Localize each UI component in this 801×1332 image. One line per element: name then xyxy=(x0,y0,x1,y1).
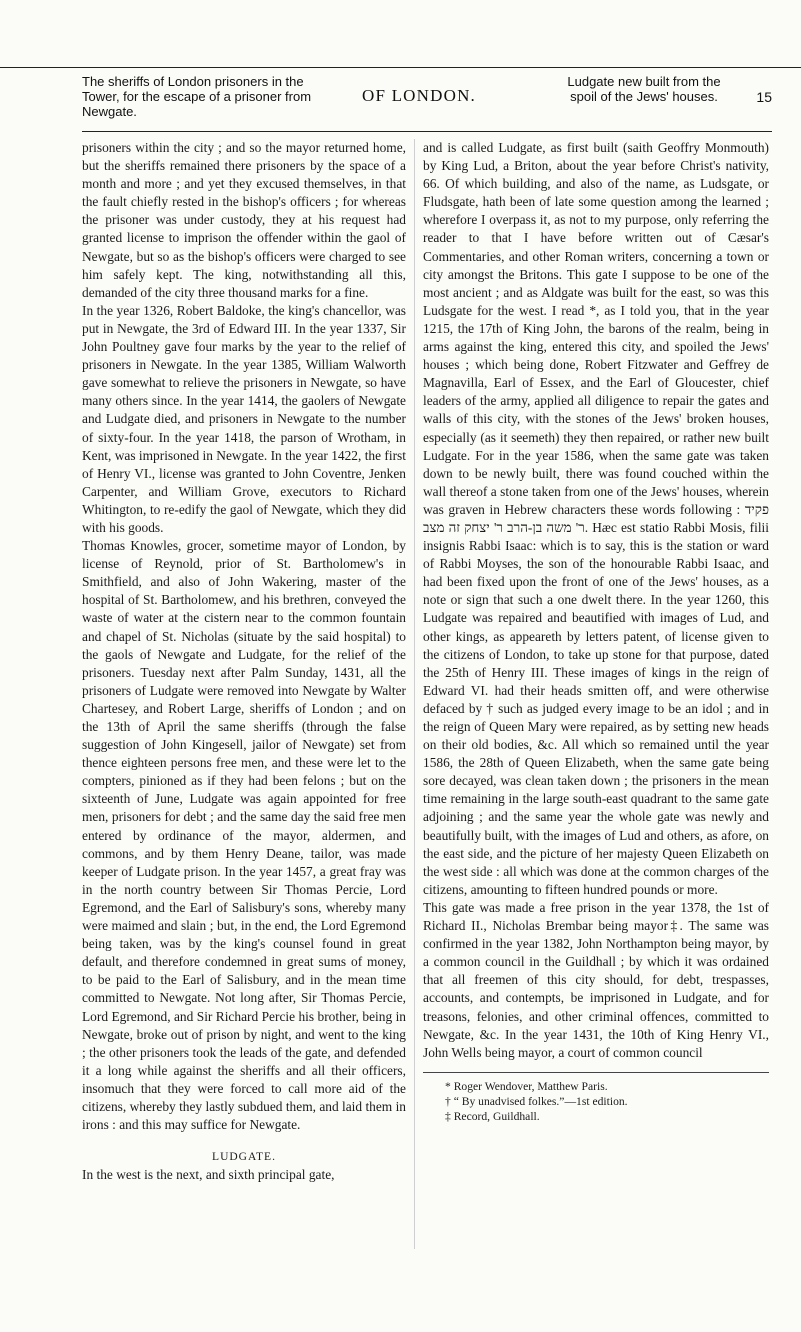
section-title-ludgate: LUDGATE. xyxy=(212,1151,276,1164)
page-title: OF LONDON. xyxy=(362,86,476,105)
right-column xyxy=(423,139,769,1124)
column-divider xyxy=(414,139,415,1249)
footnote-1: * Roger Wendover, Matthew Paris. xyxy=(445,1079,608,1093)
left-margin-note: The sheriffs of London prisoners in the Tower, for the escape of a prisoner from Newgate. xyxy=(82,74,312,119)
page-number: 15 xyxy=(756,89,772,105)
running-header xyxy=(82,74,772,126)
right-paragraph-2: This gate was made a free prison in the year 1378, the 1st of Richard II., Nicholas Brembar being mayor‡. The same was confirmed in the year 1382, John Northampton being mayor, by a common council in the Guildhall ; by which it was ordained that all freemen of this city should, for debt, trespasses, accounts, and contempts, be imprisoned in Ludgate, and for treasons, felonies, and other criminal offences, committed to Newgate, &c. In the year 1431, the 10th of King Henry VI., John Wells being mayor, a court of common council xyxy=(423,899,769,1060)
left-paragraph-2: In the year 1326, Robert Baldoke, the king's chancellor, was put in Newgate, the 3rd of Edward III. In the year 1337, Sir John Poultney gave four marks by the year to the relief of prisoners in Newgate. In the year 1385, William Walworth gave somewhat to relieve the prisoners in Newgate, so have many others since. In the year 1414, the gaolers of Newgate and Ludgate died, and prisoners in Newgate to the number of sixty-four. In the year 1418, the parson of Wrotham, in Kent, was imprisoned in Newgate. In the year 1422, the first of Henry VI., license was granted to John Coventre, Jenken Carpenter, and William Grove, executors to Richard Whitington, to re-edify the gaol of Newgate, which they did with his goods. xyxy=(82,302,406,535)
left-paragraph-1: prisoners within the city ; and so the mayor returned home, but the sheriffs remained there prisoners by the space of a month and more ; and yet they excused themselves, in that the fault chiefly rested in the bishop's officers ; for whereas the prisoner was under custody, they at his request had granted license to imprison the offender within the gaol of Newgate, but so as the bishop's officers were charged to see him safely kept. The king, notwithstanding all this, demanded of the city three thousand marks for a fine. xyxy=(82,140,406,300)
header-rule xyxy=(82,131,772,132)
footnote-2: † “ By unadvised folkes.”—1st edition. xyxy=(445,1094,628,1108)
left-paragraph-3: Thomas Knowles, grocer, sometime mayor of London, by license of Reynold, prior of St. Bartholomew's in Smithfield, and also of John Wakering, master of the hospital of St. Bartholomew, and his brethren, conveyed the waste of water at the cistern near to the common fountain and chapel of St. Nicholas (situate by the said hospital) to the gaols of Newgate and Ludgate, for the relief of the prisoners. Tuesday next after Palm Sunday, 1431, all the prisoners of Ludgate were removed into Newgate by Walter Chartesey, and Robert Large, sheriffs of London ; and on the 13th of April the same sheriffs (through the false suggestion of John Kingesell, jailor of Newgate) set from thence eighteen persons free men, and these were let to the compters, pinioned as if they had been felons ; but on the sixteenth of June, Ludgate was again appointed for free men, prisoners for debt ; and the same day the said free men entered by ordinance of the mayor, aldermen, and commons, and by them Henry Deane, tailor, was made keeper of Ludgate prison. In the year 1457, a great fray was in the north country between Sir Thomas Percie, Lord Egremond, and the Earl of Salisbury's sons, whereby many were maimed and slain ; but, in the end, the Lord Egremond being taken, was by the king's counsel found in great default, and therefore condemned in great sums of money, to be paid to the Earl of Salisbury, and in the mean time committed to Newgate. Not long after, Sir Thomas Percie, Lord Egremond, and Sir Richard Percie his brother, being in Newgate, broke out of prison by night, and went to the king ; the other prisoners took the leads of the gate, and defended it a long while against the sheriffs and all their officers, insomuch that they were forced to call more aid of the citizens, whereby they lastly subdued them, and laid them in irons : and this may suffice for Newgate. xyxy=(82,538,406,1133)
left-column xyxy=(82,139,406,1184)
footnote-rule xyxy=(423,1072,769,1073)
footnote-3: ‡ Record, Guildhall. xyxy=(445,1109,540,1123)
right-paragraph-1: and is called Ludgate, as first built (saith Geoffry Monmouth) by King Lud, a Briton, about the year before Christ's nativity, 66. Of which building, and also of the name, as Ludsgate, or Fludsgate, hath been of late some question among the learned ; wherefore I overpass it, as not to my purpose, only referring the reader to that I have before written out of Cæsar's Commentaries, and other Roman writers, concerning a town or city amongst the Britons. This gate I suppose to be one of the most ancient ; and as Aldgate was built for the east, so was this Ludsgate for the west. I read *, as I told you, that in the year 1215, the 17th of King John, the barons of the realm, being in arms against the king, entered this city, and spoiled the Jews' houses ; which being done, Robert Fitzwater and Geffrey de Magnavilla, Earl of Essex, and the Earl of Gloucester, chief leaders of the army, applied all diligence to repair the gates and walls of this city, with the stones of the Jews' broken houses, especially (as it seemeth) they then repaired, or rather new built Ludgate. For in the year 1586, when the same gate was taken down to be newly built, there was found couched within the wall thereof a stone taken from one of the Jews' houses, wherein was graven in Hebrew characters these words following : פקיד ר' משה בן-הרב ר' יצחק זה מצב. Hæc est statio Rabbi Mosis, filii insignis Rabbi Isaac: which is to say, this is the station or ward of Rabbi Moyses, the son of the honourable Rabbi Isaac, and had been fixed upon the front of one of the Jews' houses, as a note or sign that such a one dwelt there. In the year 1260, this Ludgate was repaired and beautified with images of Lud, and other kings, as appeareth by letters patent, of license given to the citizens of London, to take up stone for that purpose, dated the 25th of Henry III. These images of kings in the reign of Edward VI. had their heads smitten off, and were otherwise defaced by † such as judged every image to be an idol ; and in the reign of Queen Mary were repaired, as by setting new heads on their old bodies, &c. All which so remained until the year 1586, the 28th of Queen Elizabeth, when the same gate being sore decayed, was clean taken down ; the prisoners in the mean time remaining in the large south-east quadrant to the same gate adjoining ; and the same year the whole gate was newly and beautifully built, with the images of Lud and others, as afore, on the east side, and the picture of her majesty Queen Elizabeth on the west side : all which was done at the common charges of the citizens, amounting to fifteen hundred pounds or more. xyxy=(423,140,769,897)
top-border-line xyxy=(0,67,801,68)
left-paragraph-4: In the west is the next, and sixth principal gate, xyxy=(82,1167,335,1183)
right-margin-note: Ludgate new built from the spoil of the Jews' houses. xyxy=(567,74,721,104)
